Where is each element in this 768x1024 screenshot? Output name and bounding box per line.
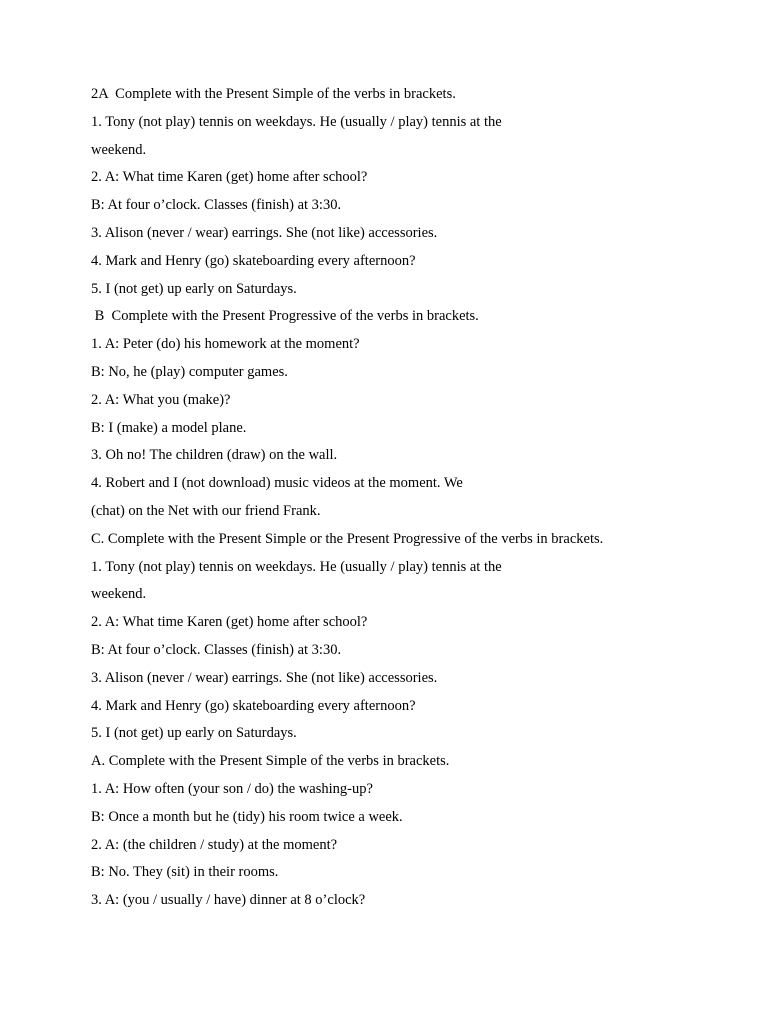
exercise-line: 5. I (not get) up early on Saturdays. [91,280,297,297]
exercise-line: 3. Alison (never / wear) earrings. She (not like) accessories. [91,224,438,241]
exercise-line: 4. Mark and Henry (go) skateboarding every afternoon? [91,697,416,714]
section-heading: C. Complete with the Present Simple or the Present Progressive of the verbs in brackets. [91,530,604,547]
exercise-line: 1. Tony (not play) tennis on weekdays. He (usually / play) tennis at the [91,558,502,575]
section-heading: A. Complete with the Present Simple of the verbs in brackets. [91,753,450,770]
exercise-line: 1. Tony (not play) tennis on weekdays. He (usually / play) tennis at the [91,113,502,130]
exercise-line: B: Once a month but he (tidy) his room twice a week. [91,808,403,825]
exercise-line: 4. Robert and I (not download) music videos at the moment. We [91,475,463,492]
exercise-line: 4. Mark and Henry (go) skateboarding every afternoon? [91,252,416,269]
section-heading: B Complete with the Present Progressive of the verbs in brackets. [91,308,479,325]
exercise-line: B: At four o’clock. Classes (finish) at 3:30. [91,197,342,214]
exercise-line: 3. Alison (never / wear) earrings. She (not like) accessories. [91,669,438,686]
exercise-line: 2. A: What you (make)? [91,391,231,408]
document-text [91,84,731,918]
exercise-line: B: At four o’clock. Classes (finish) at 3:30. [91,641,342,658]
exercise-line: B: No, he (play) computer games. [91,363,288,380]
exercise-line: weekend. [91,586,147,603]
exercise-line: B: No. They (sit) in their rooms. [91,864,279,881]
exercise-line: B: I (make) a model plane. [91,419,247,436]
exercise-line: 2. A: What time Karen (get) home after school? [91,169,368,186]
exercise-line: weekend. [91,141,147,158]
section-heading: 2A Complete with the Present Simple of the verbs in brackets. [91,86,456,102]
exercise-line: 3. A: (you / usually / have) dinner at 8 o’clock? [91,892,366,909]
exercise-line: 2. A: (the children / study) at the moment? [91,836,338,853]
exercise-line: 5. I (not get) up early on Saturdays. [91,725,297,742]
exercise-line: 3. Oh no! The children (draw) on the wall. [91,447,338,464]
exercise-line: 1. A: How often (your son / do) the washing-up? [91,780,373,797]
exercise-line: (chat) on the Net with our friend Frank. [91,502,321,519]
exercise-line: 1. A: Peter (do) his homework at the moment? [91,336,360,353]
exercise-line: 2. A: What time Karen (get) home after school? [91,614,368,631]
